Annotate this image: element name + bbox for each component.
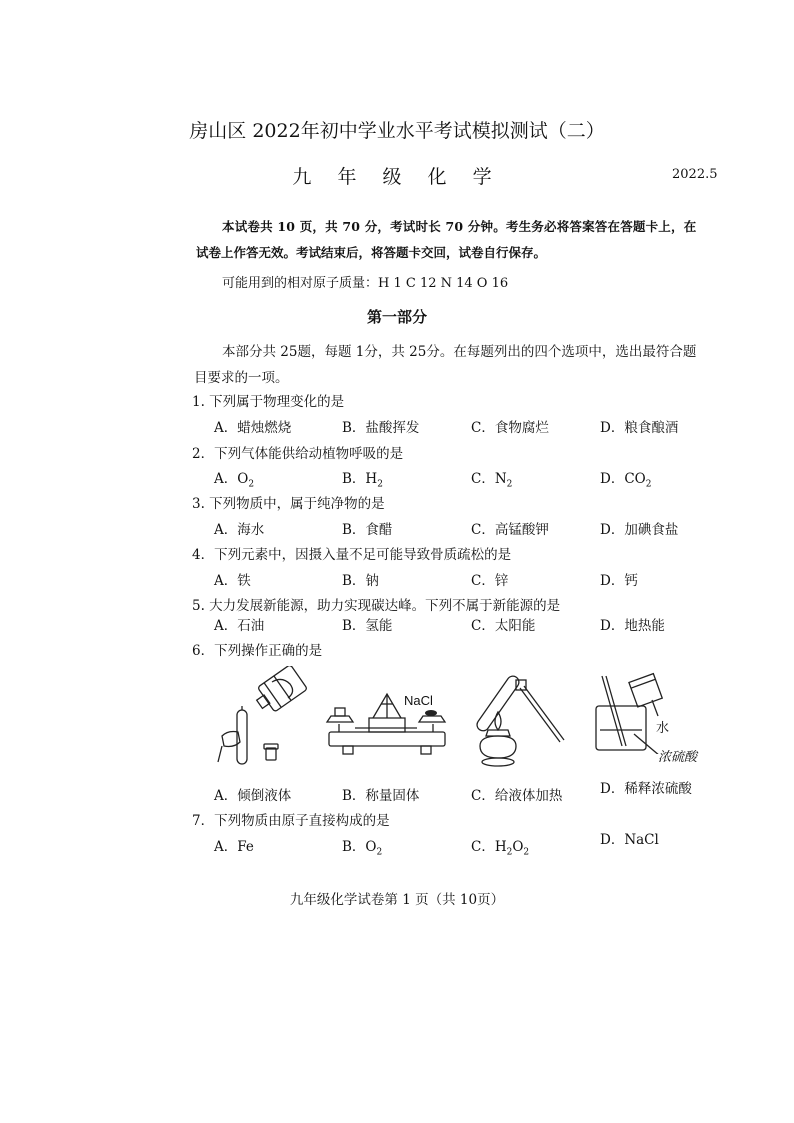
question-3-stem: 3. 下列物质中，属于纯净物的是 <box>192 496 385 512</box>
q3-option-c: C．高锰酸钾 <box>471 522 549 538</box>
instructions-line-2: 试卷上作答无效。考试结束后，将答题卡交回，试卷自行保存。 <box>196 245 547 260</box>
q7-option-a: A．Fe <box>214 839 254 855</box>
exam-subtitle: 九 年 级 化 学 <box>292 166 502 188</box>
q3-option-b: B．食醋 <box>342 522 393 538</box>
q6-option-d: D．稀释浓硫酸 <box>600 781 692 797</box>
q5-option-d: D．地热能 <box>600 618 665 634</box>
q2-option-b: B．$H_2$ <box>342 471 383 490</box>
question-1-stem: 1. 下列属于物理变化的是 <box>192 394 345 410</box>
figure-heating-liquid <box>466 672 576 772</box>
q5-option-b: B．氢能 <box>342 618 393 634</box>
question-4-stem: 4．下列元素中，因摄入量不足可能导致骨质疏松的是 <box>192 547 512 563</box>
q1-option-b: B．盐酸挥发 <box>342 420 420 436</box>
atomic-masses: 可能用到的相对原子质量：H 1 C 12 N 14 O 16 <box>222 276 509 291</box>
figure-diluting-acid <box>594 670 694 754</box>
question-7-stem: 7．下列物质由原子直接构成的是 <box>192 813 390 829</box>
page-footer: 九年级化学试卷第 1 页（共 10页） <box>289 892 505 908</box>
question-5-stem: 5. 大力发展新能源，助力实现碳达峰。下列不属于新能源的是 <box>192 598 561 614</box>
q4-option-a: A．铁 <box>214 573 251 589</box>
q2-option-d: D．$CO_2$ <box>600 471 652 490</box>
exam-title: 房山区 2022年初中学业水平考试模拟测试（二） <box>189 120 605 142</box>
label-nacl: NaCl <box>404 693 433 708</box>
q5-option-a: A．石油 <box>214 618 265 634</box>
instructions-line-1: 本试卷共 10 页，共 70 分，考试时长 70 分钟。考生务必将答案答在答题卡上，在 <box>222 219 697 234</box>
q4-option-c: C．锌 <box>471 573 509 589</box>
q1-option-c: C．食物腐烂 <box>471 420 549 436</box>
q4-option-b: B．钠 <box>342 573 379 589</box>
question-6-stem: 6．下列操作正确的是 <box>192 643 323 659</box>
q7-option-d: D．NaCl <box>600 832 659 848</box>
question-2-stem: 2．下列气体能供给动植物呼吸的是 <box>192 446 404 462</box>
figure-pouring-liquid <box>212 666 312 770</box>
q1-option-d: D．粮食酿酒 <box>600 420 679 436</box>
q3-option-d: D．加碘食盐 <box>600 522 679 538</box>
part-description-1: 本部分共 25题，每题 1分，共 25分。在每题列出的四个选项中，选出最符合题 <box>222 344 697 360</box>
q4-option-d: D．钙 <box>600 573 638 589</box>
q3-option-a: A．海水 <box>214 522 265 538</box>
q6-option-c: C．给液体加热 <box>471 788 563 804</box>
q7-option-c: C．$H_2O_2$ <box>471 839 530 858</box>
part-title: 第一部分 <box>366 308 427 326</box>
part-description-2: 目要求的一项。 <box>194 370 289 386</box>
q6-option-b: B．称量固体 <box>342 788 420 804</box>
q6-option-a: A．倾倒液体 <box>214 788 292 804</box>
label-conc-sulfuric-acid: 浓硫酸 <box>658 750 698 765</box>
q2-option-c: C．$N_2$ <box>471 471 513 490</box>
q7-option-b: B．$O_2$ <box>342 839 383 858</box>
q5-option-c: C．太阳能 <box>471 618 536 634</box>
q1-option-a: A．蜡烛燃烧 <box>214 420 292 436</box>
exam-date: 2022.5 <box>672 167 718 182</box>
q2-option-a: A．$O_2$ <box>214 471 255 490</box>
label-water: 水 <box>656 721 670 736</box>
